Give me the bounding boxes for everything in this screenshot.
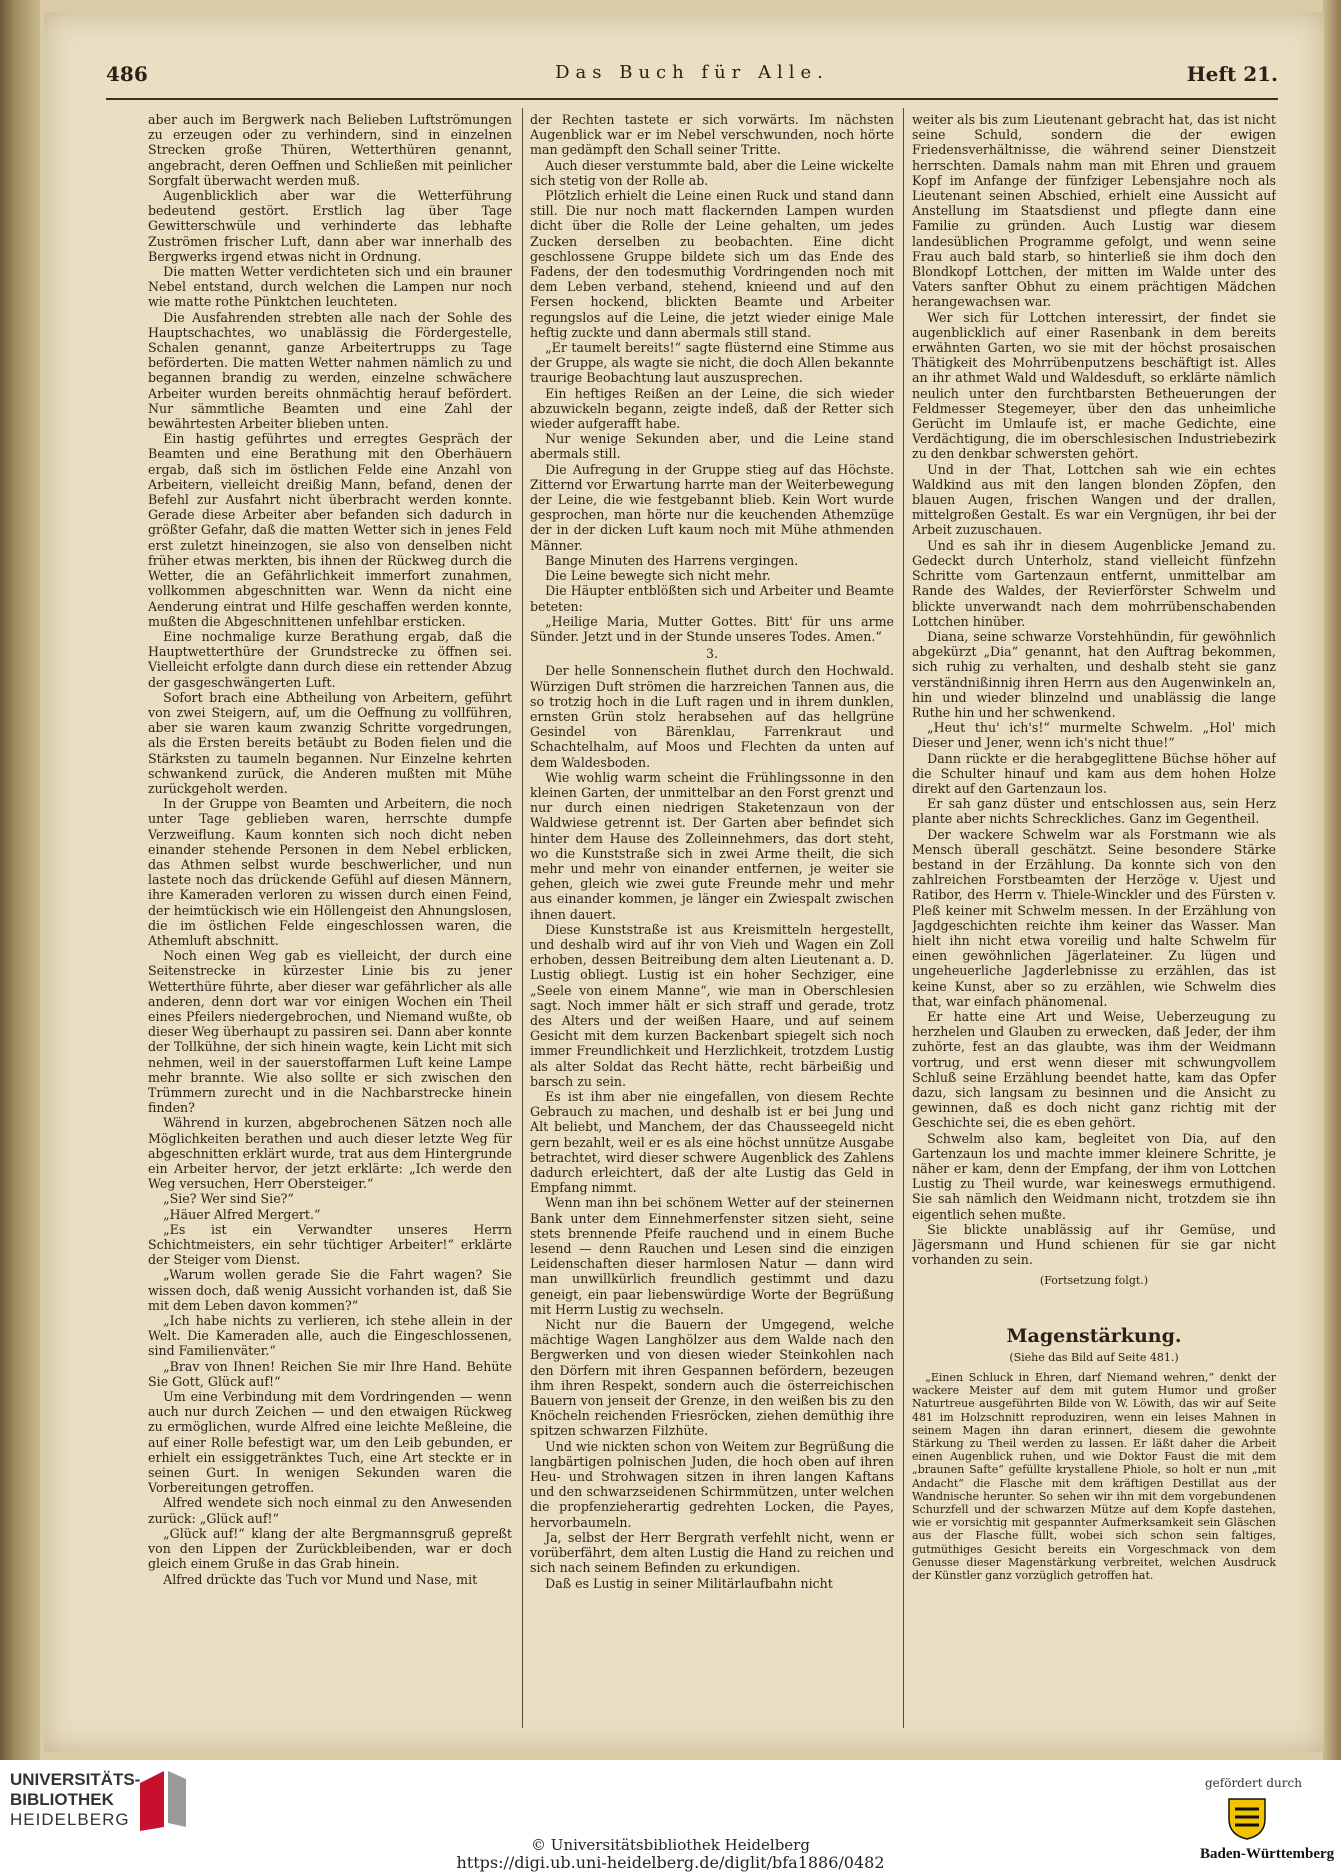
- paragraph: Um eine Verbindung mit dem Vordringenden — wenn auch nur durch Zeichen — und den etwaigen Rückweg zu ermöglichen, wurde Alfred eine leichte Meßleine, die auf einer Rolle befestigt war, um den Leib gebunden, er erhielt ein essiggetränktes Tuch, eine Art steckte er in seinen Gurt. In wenigen Sekunden waren die Vorbereitungen getroffen.: [148, 1389, 512, 1496]
- paragraph: Noch einen Weg gab es vielleicht, der durch eine Seitenstrecke in kürzester Linie bis zu jener Wetterthüre führte, aber dieser war gefährlicher als alle anderen, denn dort war vor einigen Wochen ein Theil eines Pfeilers niedergebrochen, und Niemand wußte, ob dieser Weg überhaupt zu passiren sei. Dann aber konnte der Tollkühne, der sich hinein wagte, kein Licht mit sich nehmen, weil in der sauerstoffarmen Luft keine Lampe mehr brannte. Wie also sollte er sich zwischen den Trümmern zurecht und in die Nachbarstrecke hinein finden?: [148, 948, 512, 1116]
- paragraph: „Heilige Maria, Mutter Gottes. Bitt' für uns arme Sünder. Jetzt und in der Stunde unseres Todes. Amen.“: [530, 613, 894, 644]
- paragraph: Und es sah ihr in diesem Augenblicke Jemand zu. Gedeckt durch Unterholz, stand vielleicht fünfzehn Schritte vom Gartenzaun entfernt, unmittelbar am Rande des Waldes, der Revierförster Schwelm und blickte unverwandt nach dem mohrrübenschabenden Lottchen hinüber.: [912, 537, 1276, 629]
- text-column-1: [148, 112, 512, 1734]
- paragraph: Eine nochmalige kurze Berathung ergab, daß die Hauptwetterthüre der Grundstrecke zu öffnen sei. Vielleicht erfolgte dann durch diese ein rettender Abzug der gasgeschwängerten Luft.: [148, 628, 512, 690]
- paragraph: „Er taumelt bereits!“ sagte flüsternd eine Stimme aus der Gruppe, als wagte sie nicht, die doch Allen bekannte traurige Beobachtung laut auszusprechen.: [530, 340, 894, 386]
- page-edge: [1323, 0, 1341, 1760]
- paragraph: Ein hastig geführtes und erregtes Gespräch der Beamten und eine Berathung mit den Oberhäuern ergab, daß sich im östlichen Felde eine Anzahl von Arbeitern, vielleicht dreißig Mann, befand, denen der Befehl zur Ausfahrt nicht überbracht werden konnte. Gerade diese Arbeiter aber befanden sich dadurch in größter Gefahr, daß die matten Wetter sich in jenes Feld erst zuletzt hineinzogen, sie also von denselben nicht früher etwas merkten, bis ihnen der Rückweg durch die Wetter, die an Gefährlichkeit immerfort zunahmen, vollkommen abgeschnitten war. Wenn da nicht eine Aenderung eintrat und Hilfe geschaffen werden konnte, mußten die Abgeschnittenen unfehlbar ersticken.: [148, 431, 512, 629]
- book-binding: [0, 0, 40, 1760]
- paragraph: Die Häupter entblößten sich und Arbeiter und Beamte beteten:: [530, 583, 894, 614]
- paragraph: „Warum wollen gerade Sie die Fahrt wagen? Sie wissen doch, daß wenig Aussicht vorhanden ist, daß Sie mit dem Leben davon kommen?“: [148, 1267, 512, 1313]
- paragraph: Augenblicklich aber war die Wetterführung bedeutend gestört. Erstlich lag über Tage Gewitterschwüle und verhinderte das lebhafte Zuströmen frischer Luft, dann aber war innerhalb des Bergwerks irgend etwas nicht in Ordnung.: [148, 188, 512, 264]
- text-column-2: [530, 112, 894, 1734]
- funder-name: Baden-Württemberg: [1200, 1846, 1335, 1862]
- paragraph: „Es ist ein Verwandter unseres Herrn Schichtmeisters, ein sehr tüchtiger Arbeiter!“ erklärte der Steiger vom Dienst.: [148, 1221, 512, 1268]
- paragraph: Diana, seine schwarze Vorstehhündin, für gewöhnlich abgekürzt „Dia“ genannt, hat den Auftrag bekommen, sich ruhig zu verhalten, und deshalb steht sie ganz verständnißinnig ihren Herrn aus den Augenwinkeln an, hin und wieder blinzelnd und unablässig die lange Ruthe hin und her schwenkend.: [912, 628, 1276, 720]
- paragraph: „Einen Schluck in Ehren, darf Niemand wehren,“ denkt der wackere Meister auf dem mit gutem Humor und großer Naturtreue ausgeführten Bilde von W. Löwith, das wir auf Seite 481 im Holzschnitt reproduziren, wenn ein leises Mahnen in seinem Magen ihn daran erinnert, diesem die gewohnte Stärkung zu Theil werden zu lassen. Er läßt daher die Arbeit einen Augenblick ruhen, und wie Doktor Faust die mit dem „braunen Safte“ gefüllte krystallene Phiole, so holt er nun „mit Andacht“ die Flasche mit dem kräftigen Destillat aus der Wandnische herunter. So sehen wir ihn mit dem vorgebundenen Schurzfell und der schwarzen Mütze auf dem Kopfe dastehen, wie er vorsichtig mit gespannter Aufmerksamkeit sein Gläschen aus der Flasche füllt, wobei sich schon sein faltiges, gutmüthiges Gesicht bereits ein Vorgeschmack von dem Genusse dieser Magenstärkung verbreitet, welchen Ausdruck der Künstler ganz vorzüglich getroffen hat.: [912, 1371, 1276, 1583]
- paragraph: Und wie nickten schon von Weitem zur Begrüßung die langbärtigen polnischen Juden, die hoch oben auf ihren Heu- und Strohwagen sitzen in ihren langen Kaftans und den schwarzseidenen Schirmmützen, unter welchen die propfenzieherartig gedrehten Locken, die Payes, hervorbaumeln.: [530, 1438, 894, 1530]
- paragraph: „Brav von Ihnen! Reichen Sie mir Ihre Hand. Behüte Sie Gott, Glück auf!“: [148, 1358, 512, 1389]
- paragraph: Dann rückte er die herabgeglittene Büchse höher auf die Schulter hinauf und kam aus dem hohen Holze direkt auf den Gartenzaun los.: [912, 750, 1276, 796]
- page-number: 486: [106, 62, 148, 86]
- paragraph: Und in der That, Lottchen sah wie ein echtes Waldkind aus mit den langen blonden Zöpfen, den blauen Augen, frischen Wangen und der drallen, mittelgroßen Gestalt. Es war ein Vergnügen, ihr bei der Arbeit zuzuschauen.: [912, 461, 1276, 538]
- see-also-note: (Siehe das Bild auf Seite 481.): [1009, 1350, 1179, 1364]
- paragraph: Plötzlich erhielt die Leine einen Ruck und stand dann still. Die nur noch matt flackernden Lampen wurden dicht über die Rolle der Leine gehalten, um jedes Zucken derselben zu beobachten. Eine dicht geschlossene Gruppe bildete sich um das Ende des Fadens, der den todesmuthig Vordringenden noch mit dem Leben verband, stehend, knieend und auf den Fersen hockend, blickten Beamte und Arbeiter regungslos auf die Leine, die jetzt wieder einige Male heftig zuckte und dann abermals still stand.: [530, 188, 894, 340]
- paragraph: Ja, selbst der Herr Bergrath verfehlt nicht, wenn er vorüberfährt, dem alten Lustig die Hand zu reichen und sich nach seinem Befinden zu erkundigen.: [530, 1529, 894, 1576]
- paragraph: Auch dieser verstummte bald, aber die Leine wickelte sich stetig von der Rolle ab.: [530, 157, 894, 188]
- paragraph: Schwelm also kam, begleitet von Dia, auf den Gartenzaun los und machte immer kleinere Schritte, je näher er kam, denn der Empfang, der ihm von Lottchen Lustig zu Theil wurde, war keineswegs ermuthigend. Sie sah nämlich den Weidmann nicht, trotzdem sie ihn eigentlich sehen mußte.: [912, 1130, 1276, 1222]
- copyright-text: © Universitätsbibliothek Heidelberg: [531, 1836, 810, 1854]
- paragraph: Wenn man ihn bei schönem Wetter auf der steinernen Bank unter dem Einnehmerfenster sitzen sieht, seine stets brennende Pfeife rauchend und in einem Buche lesend — denn Rauchen und Lesen sind die einzigen Leidenschaften dieser harmlosen Natur — dann wird man unwillkürlich freundlich gestimmt und dazu geneigt, ein paar liebenswürdige Worte der Begrüßung mit Herrn Lustig zu wechseln.: [530, 1195, 894, 1317]
- library-logo-icon: [134, 1769, 190, 1833]
- paragraph: Sofort brach eine Abtheilung von Arbeitern, geführt von zwei Steigern, auf, um die Oeffnung zu vollführen, aber sie waren kaum zwanzig Schritte vorgedrungen, als die Ersten bereits betäubt zu Boden fielen und die Stärksten zu taumeln begannen. Nur Einzelne kehrten schwankend zurück, die Anderen mußten mit Mühe zurückgeholt werden.: [148, 689, 512, 796]
- paragraph: Die Ausfahrenden strebten alle nach der Sohle des Hauptschachtes, wo unablässig die Fördergestelle, Schalen genannt, ganze Arbeitertrupps zu Tage beförderten. Die matten Wetter nahmen nämlich zu und begannen brandig zu werden, einzelne schwächere Arbeiter wurden bereits ohnmächtig herauf befördert. Nur sämmtliche Beamten und eine Zahl der bewährtesten Arbeiter blieben unten.: [148, 309, 512, 432]
- paragraph: Nicht nur die Bauern der Umgegend, welche mächtige Wagen Langhölzer aus dem Walde nach den Bergwerken und von diesen wieder Steinkohlen nach den Dörfern mit ihren Gespannen befördern, bezeugen ihm ihren Respekt, sondern auch die österreichischen Bauern von jenseit der Grenze, in den weißen bis zu den Knöcheln reichenden Friesröcken, ziehen demüthig ihre spitzen schwarzen Filzhüte.: [530, 1317, 894, 1439]
- paragraph: Die Aufregung in der Gruppe stieg auf das Höchste. Zitternd vor Erwartung harrte man der Weiterbewegung der Leine, die wie festgebannt blieb. Kein Wort wurde gesprochen, man hörte nur die keuchenden Athemzüge der in der dicken Luft kaum noch mit Mühe athmenden Männer.: [530, 461, 894, 553]
- paragraph: „Häuer Alfred Mergert.“: [163, 1206, 321, 1222]
- coat-of-arms-icon: [1225, 1793, 1269, 1841]
- funded-by-label: gefördert durch: [1205, 1776, 1302, 1790]
- paragraph: der Rechten tastete er sich vorwärts. Im nächsten Augenblick war er im Nebel verschwunden, noch hörte man gedämpft den Schall seiner Tritte.: [530, 112, 894, 158]
- paragraph: Wie wohlig warm scheint die Frühlingssonne in den kleinen Garten, der unmittelbar an den Forst grenzt und nur durch einen niedrigen Staketenzaun von der Waldwiese getrennt ist. Der Garten aber befindet sich hinter dem Hause des Zolleinnehmers, das dort steht, wo die Kunststraße sich in zwei Arme theilt, die sich mehr und mehr von einander entfernen, je weiter sie gehen, gleich wie zwei gute Freunde mehr und mehr aus einander kommen, je länger ein Zwiespalt zwischen ihnen dauert.: [530, 769, 894, 922]
- paragraph: Bange Minuten des Harrens vergingen.: [545, 552, 799, 568]
- paragraph: Diese Kunststraße ist aus Kreismitteln hergestellt, und deshalb wird auf ihr von Vieh und Wagen ein Zoll erhoben, dessen Beitreibung dem alten Lieutenant a. D. Lustig obliegt. Lustig ist ein hoher Sechziger, eine „Seele von einem Manne“, wie man in Oberschlesien sagt. Noch immer hält er sich straff und gerade, trotz des Alters und der weißen Haare, und auf seinem Gesicht mit dem kurzen Backenbart spiegelt sich noch immer Freundlichkeit und Herzlichkeit, trotzdem Lustig als alter Soldat das Recht hätte, recht bärbeißig und barsch zu sein.: [530, 921, 894, 1089]
- paragraph: „Sie? Wer sind Sie?“: [163, 1191, 294, 1207]
- paragraph: Alfred drückte das Tuch vor Mund und Nase, mit: [163, 1571, 478, 1587]
- paragraph: Die Leine bewegte sich nicht mehr.: [545, 568, 771, 584]
- paragraph: Nur wenige Sekunden aber, und die Leine stand abermals still.: [530, 431, 894, 462]
- paragraph: Der wackere Schwelm war als Forstmann wie als Mensch überall geschätzt. Seine besondere Stärke bestand in der Erzählung. Da konnte sich von den zahlreichen Forstbeamten der Herzöge v. Ujest und Ratibor, des Herrn v. Thiele-Winckler und des Fürsten v. Pleß keiner mit Schwelm messen. In der Erzählung von Jagdgeschichten reichte ihm keiner das Wasser. Man hielt ihn nicht etwa voreilig und halte Schwelm für einen gewöhnlichen Jägerlateiner. Zu lügen und ungeheuerliche Jagderlebnisse zu erzählen, das ist keine Kunst, aber so zu erzählen, wie Schwelm dies that, war einfach phänomenal.: [912, 826, 1276, 1009]
- paragraph: Es ist ihm aber nie eingefallen, von diesem Rechte Gebrauch zu machen, und deshalb ist er bei Jung und Alt beliebt, und Manchem, der das Chausseegeld nicht gern bezahlt, weil er es als eine höchst unnütze Ausgabe betrachtet, wird dieser schwere Augenblick des Zahlens dadurch erleichtert, daß der alte Lustig das Geld in Empfang nimmt.: [530, 1089, 894, 1196]
- paragraph: Er sah ganz düster und entschlossen aus, sein Herz plante aber nichts Schreckliches. Ganz im Gegentheil.: [912, 796, 1276, 827]
- running-title: Das Buch für Alle.: [555, 62, 829, 83]
- paragraph: aber auch im Bergwerk nach Belieben Luftströmungen zu erzeugen oder zu verhindern, sind in einzelnen Strecken große Thüren, Wetterthüren genannt, angebracht, deren Oeffnen und Schließen mit peinlicher Sorgfalt überwacht werden muß.: [148, 112, 512, 188]
- paragraph: Die matten Wetter verdichteten sich und ein brauner Nebel entstand, durch welchen die Lampen nur noch wie matte rothe Pünktchen leuchteten.: [148, 264, 512, 310]
- paragraph: Während in kurzen, abgebrochenen Sätzen noch alle Möglichkeiten berathen und auch dieser letzte Weg für abgeschnitten erklärt wurde, trat aus dem Hintergrunde ein Arbeiter hervor, der jetzt erklärte: „Ich werde den Weg versuchen, Herr Obersteiger.“: [148, 1115, 512, 1192]
- paragraph: Der helle Sonnenschein fluthet durch den Hochwald. Würzigen Duft strömen die harzreichen Tannen aus, die so trotzig hoch in die Luft ragen und in ihrem dunklen, ernsten Grün stolz herabsehen auf das hellgrüne Gesindel von Bärenklau, Farrenkraut und Schachtelhalm, auf Moos und Flechten da unten auf dem Waldesboden.: [530, 663, 894, 770]
- paragraph: „Heut thu' ich's!“ murmelte Schwelm. „Hol' mich Dieser und Jener, wenn ich's nicht thue!“: [912, 720, 1276, 751]
- paragraph: weiter als bis zum Lieutenant gebracht hat, das ist nicht seine Schuld, sondern die der ewigen Friedensverhältnisse, die während seiner Dienstzeit herrschten. Damals nahm man mit Ehren und grauem Kopf im Anfange der fünfziger Lebensjahre noch als Lieutenant seinen Abschied, erhielt eine Aussicht auf Anstellung im Staatsdienst und pflegte dann eine Familie zu gründen. Auch Lustig war diesem landesüblichen Programme gefolgt, und wenn seine Frau auch bald starb, so hinterließ sie ihm doch den Blondkopf Lottchen, der mitten im Walde unter des Vaters sanfter Obhut zu einem prächtigen Mädchen herangewachsen war.: [912, 112, 1276, 310]
- paragraph: In der Gruppe von Beamten und Arbeitern, die noch unter Tage geblieben waren, herrschte dumpfe Verzweiflung. Kaum konnten sich noch dicht neben einander stehende Personen in dem Nebel erblicken, das Athmen selbst wurde beschwerlicher, und nun lastete noch das drückende Gefühl auf diesen Männern, ihre Kameraden verloren zu wissen durch einen Feind, der heimtückisch wie ein Höllengeist den Ahnungslosen, die im östlichen Felde eingeschlossen waren, die Athemluft abschnitt.: [148, 796, 512, 948]
- library-line-3: HEIDELBERG: [10, 1810, 130, 1829]
- paragraph: Er hatte eine Art und Weise, Ueberzeugung zu herzhelen und Glauben zu erwecken, daß Jeder, der ihm zuhörte, fest an das glaubte, was ihm der Weidmann vortrug, und erst wenn dieser mit schwungvollem Schluß seine Erzählung beendet hatte, kam das Opfer dazu, sich langsam zu besinnen und die Ansicht zu gewinnen, daß es doch nicht ganz richtig mit der Geschichte sei, die es eben gehört.: [912, 1008, 1276, 1131]
- paragraph: Daß es Lustig in seiner Militärlaufbahn nicht: [545, 1575, 833, 1591]
- column-divider: [522, 108, 523, 1728]
- paragraph: Sie blickte unablässig auf ihr Gemüse, und Jägersmann und Hund schienen für sie gar nicht vorhanden zu sein.: [912, 1221, 1276, 1268]
- continued-note: (Fortsetzung folgt.): [1039, 1274, 1149, 1288]
- page-header: [106, 62, 1278, 96]
- article-body: [912, 1371, 1276, 1582]
- text-column-3: [912, 112, 1276, 1734]
- paragraph: Ein heftiges Reißen an der Leine, die sich wieder abzuwickeln begann, zeigte indeß, daß der Retter sich wieder aufgerafft habe.: [530, 385, 894, 432]
- issue-label: Heft 21.: [1186, 62, 1278, 86]
- section-number: 3.: [705, 646, 719, 662]
- paragraph: „Ich habe nichts zu verlieren, ich stehe allein in der Welt. Die Kameraden alle, auch die Eingeschlossenen, sind Familienväter.“: [148, 1313, 512, 1359]
- column-divider: [903, 108, 904, 1728]
- header-rule: [106, 98, 1278, 100]
- library-logo-text: [10, 1770, 141, 1830]
- paragraph: „Glück auf!“ klang der alte Bergmannsgruß gepreßt von den Lippen der Zurückbleibenden, war er doch gleich einem Gruße in das Grab hinein.: [148, 1525, 512, 1572]
- permalink-url[interactable]: https://digi.ub.uni-heidelberg.de/diglit/bfa1886/0482: [456, 1853, 885, 1872]
- paragraph: Wer sich für Lottchen interessirt, der findet sie augenblicklich auf einer Rasenbank in dem bereits erwähnten Garten, wo sie mit der höchst prosaischen Thätigkeit des Mohrrübenputzens beschäftigt ist. Alles an ihr athmet Wald und Waldesduft, so erklärte nämlich neulich unter den furchtbarsten Betheuerungen der Feldmesser Stegemeyer, über den das unheimliche Gerücht im Umlaufe ist, er mache Gedichte, eine Verdächtigung, die im oberschlesischen Industriebezirk zu den denkbar schwersten gehört.: [912, 309, 1276, 462]
- library-line-1: UNIVERSITÄTS-: [10, 1770, 141, 1789]
- article-title: Magenstärkung.: [1006, 1324, 1182, 1347]
- library-line-2: BIBLIOTHEK: [10, 1790, 114, 1809]
- paragraph: Alfred wendete sich noch einmal zu den Anwesenden zurück: „Glück auf!“: [148, 1495, 512, 1526]
